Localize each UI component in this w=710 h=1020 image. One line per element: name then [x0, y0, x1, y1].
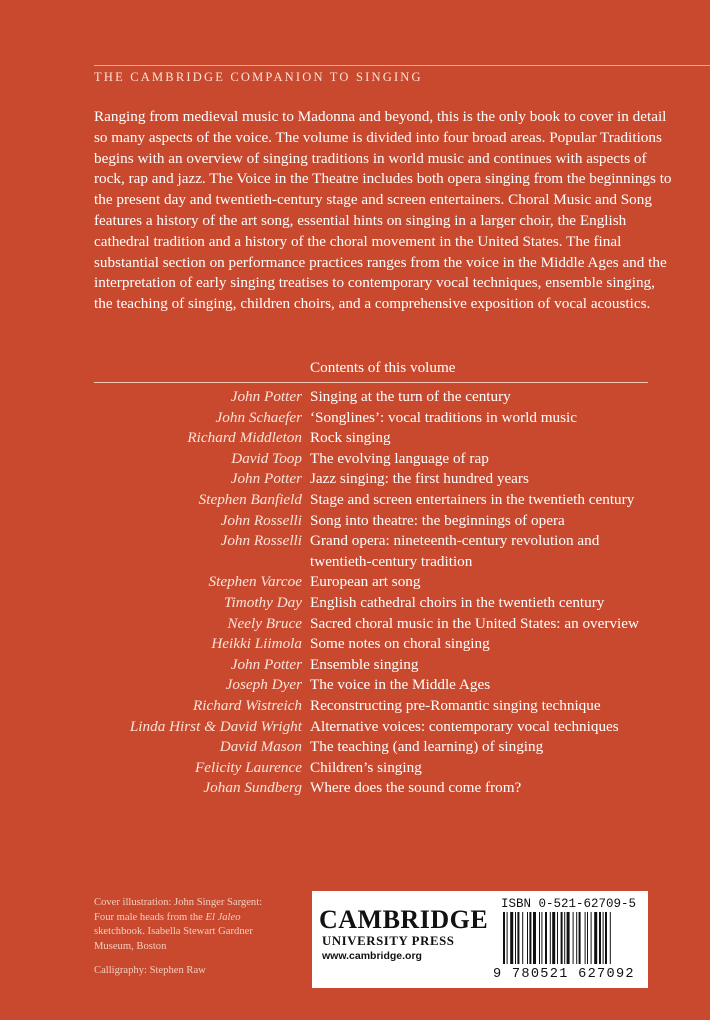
contents-author: John Schaefer: [215, 408, 302, 426]
contents-chapter-title: English cathedral choirs in the twentieth century: [310, 593, 605, 611]
isbn-label: ISBN 0-521-62709-5: [501, 897, 637, 911]
contents-item: [94, 675, 654, 696]
publisher-url: www.cambridge.org: [322, 950, 422, 962]
contents-item: [94, 696, 654, 717]
contents-item: [94, 408, 654, 429]
contents-item: [94, 511, 654, 532]
contents-author: Johan Sundberg: [203, 779, 302, 797]
contents-author: Felicity Laurence: [195, 758, 302, 776]
contents-author: Stephen Varcoe: [208, 573, 302, 591]
contents-chapter-title: The voice in the Middle Ages: [310, 676, 491, 694]
credit-text: Cover illustration: John Singer Sargent: Four male heads from the: [94, 897, 263, 923]
contents-item: [94, 778, 654, 799]
contents-item: [94, 593, 654, 614]
contents-item: [94, 737, 654, 758]
contents-chapter-title: Some notes on choral singing: [310, 635, 490, 653]
contents-item: [94, 428, 654, 449]
contents-author: Linda Hirst & David Wright: [129, 717, 302, 735]
contents-item: [94, 387, 654, 408]
credit-text: sketchbook. Isabella Stewart Gardner Museum, Boston: [94, 926, 253, 952]
contents-author: John Potter: [230, 655, 302, 673]
contents-item: [94, 717, 654, 738]
contents-item: [94, 614, 654, 635]
contents-heading: Contents of this volume: [310, 359, 456, 376]
contents-chapter-title: The teaching (and learning) of singing: [310, 738, 544, 756]
contents-chapter-title: ‘Songlines’: vocal traditions in world music: [310, 408, 578, 426]
contents-chapter-title: European art song: [310, 573, 421, 591]
contents-author: John Potter: [230, 470, 302, 488]
contents-author: Neely Bruce: [227, 614, 302, 632]
credit-italic-title: El Jaleo: [205, 911, 241, 923]
contents-author: Heikki Liimola: [211, 635, 302, 653]
series-title: THE CAMBRIDGE COMPANION TO SINGING: [94, 70, 423, 84]
contents-chapter-title: Stage and screen entertainers in the twentieth century: [310, 490, 635, 508]
contents-item: [94, 572, 654, 593]
contents-author: Richard Middleton: [187, 429, 302, 447]
publisher-logo-name: CAMBRIDGE: [319, 905, 489, 934]
contents-author: John Potter: [230, 388, 302, 405]
contents-chapter-title: Grand opera: nineteenth-century revolution and twentieth-century tradition: [310, 532, 600, 570]
contents-author: Stephen Banfield: [198, 490, 302, 508]
contents-author: Joseph Dyer: [225, 676, 302, 694]
contents-item: [94, 758, 654, 779]
contents-author: Timothy Day: [223, 593, 302, 611]
contents-chapter-title: Alternative voices: contemporary vocal techniques: [310, 717, 619, 735]
ean-number: 9 780521 627092: [493, 967, 635, 982]
description-blurb: Ranging from medieval music to Madonna and beyond, this is the only book to cover in detail so many aspects of the voice. The volume is divided into four broad areas. Popular Traditions begins with an overview of singing traditions in world music and continues with aspects of rock, rap and jazz. The Voice in the Theatre includes both opera singing from the beginnings to the present day and twentieth-century stage and screen entertainers. Choral Music and Song features a history of the art song, essential hints on singing in a larger choir, the English cathedral tradition and a history of the choral movement in the United States. The final substantial section on performance practices ranges from the voice in the Middle Ages and the interpretation of early singing treatises to contemporary vocal techniques, ensemble singing, the teaching of singing, children choirs, and a comprehensive exposition of vocal acoustics.: [94, 108, 672, 313]
contents-item: [94, 469, 654, 490]
contents-list: [94, 387, 654, 799]
contents-chapter-title: Sacred choral music in the United States: an overview: [310, 614, 639, 632]
publisher-barcode-panel: [312, 891, 648, 988]
contents-author: John Rosselli: [220, 532, 302, 550]
contents-chapter-title: Ensemble singing: [310, 655, 419, 673]
contents-chapter-title: Jazz singing: the first hundred years: [310, 470, 529, 488]
contents-item: [94, 634, 654, 655]
contents-item: [94, 655, 654, 676]
contents-item: [94, 490, 654, 511]
series-rule: [94, 65, 710, 66]
contents-chapter-title: Where does the sound come from?: [310, 779, 522, 797]
contents-author: David Toop: [231, 449, 302, 467]
calligraphy-credit: Calligraphy: Stephen Raw: [94, 965, 206, 977]
contents-chapter-title: Children’s singing: [310, 758, 422, 776]
contents-item: [94, 531, 654, 572]
contents-rule: [94, 382, 648, 383]
contents-chapter-title: Song into theatre: the beginnings of opera: [310, 511, 565, 529]
contents-author: David Mason: [219, 738, 302, 756]
contents-chapter-title: The evolving language of rap: [310, 449, 489, 467]
credits: [94, 896, 284, 979]
contents-chapter-title: Reconstructing pre-Romantic singing technique: [310, 696, 601, 714]
barcode-icon: [503, 912, 641, 968]
cover-illustration-credit: [94, 896, 284, 954]
contents-author: John Rosselli: [220, 511, 302, 529]
contents-author: Richard Wistreich: [193, 696, 302, 714]
publisher-logo-subtitle: UNIVERSITY PRESS: [322, 934, 455, 948]
contents-chapter-title: Rock singing: [310, 429, 391, 447]
contents-chapter-title: Singing at the turn of the century: [310, 388, 511, 405]
contents-item: [94, 449, 654, 470]
